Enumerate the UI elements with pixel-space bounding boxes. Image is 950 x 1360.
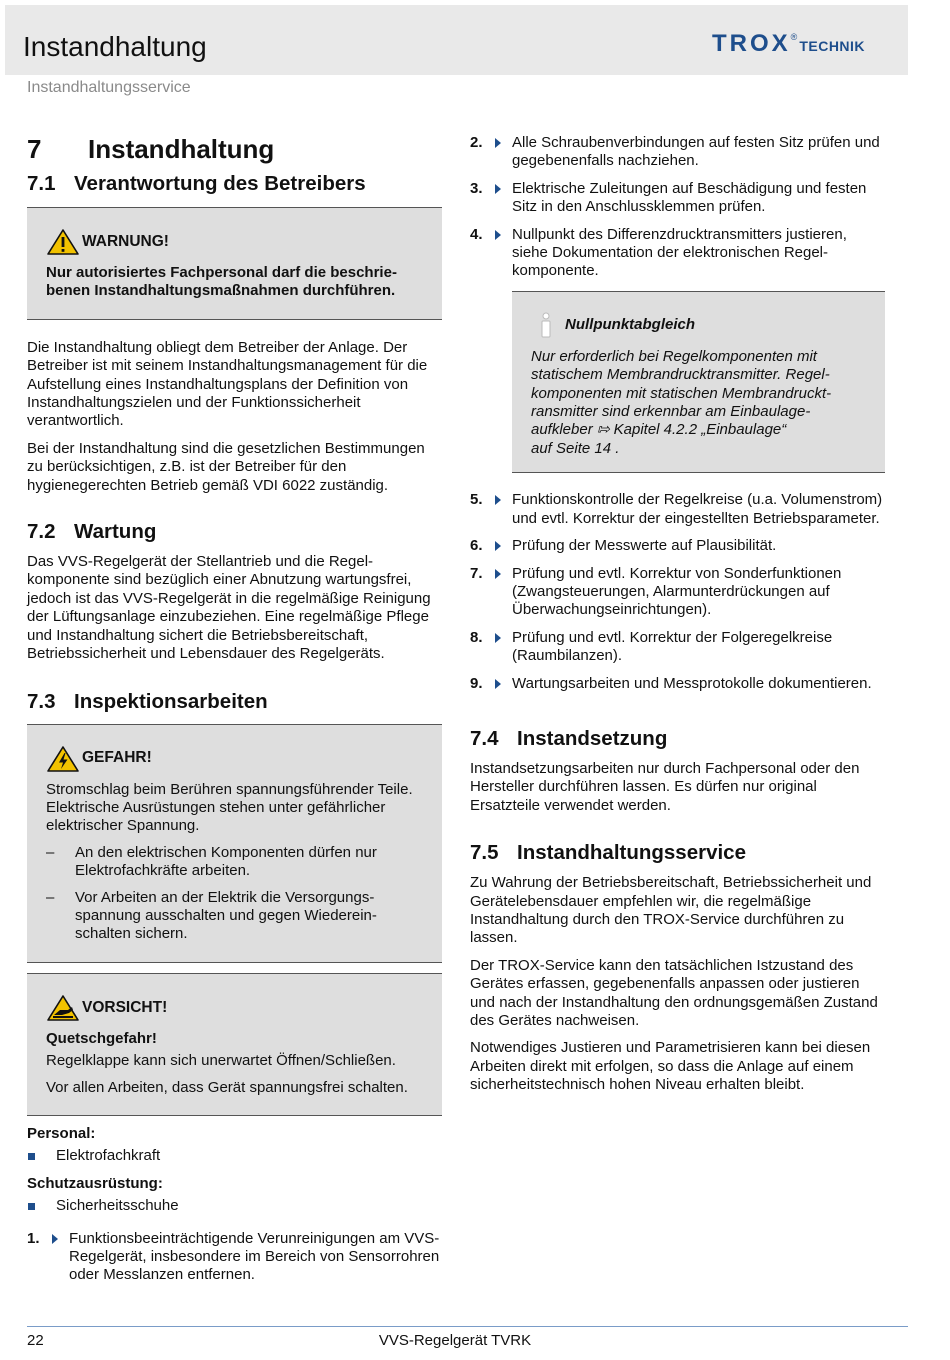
paragraph: Zu Wahrung der Betriebsbereitschaft, Betriebssicherheit und Gerätelebensdauer empfehlen wir, die regelmäßige Instandhaltung durch den TROX-Service durchführen zu lassen.: [470, 874, 872, 947]
step-number: 5.: [470, 491, 483, 509]
caution-box: [27, 973, 442, 1116]
section-number: 7.4: [470, 726, 499, 750]
section-title: Inspektionsarbeiten: [74, 689, 268, 713]
info-title: [531, 312, 866, 338]
step-item: [470, 180, 885, 217]
chapter-title: Instandhaltung: [88, 134, 275, 164]
step-text: Alle Schraubenverbindungen auf festen Sitz prüfen und gegebenenfalls nachziehen.: [512, 134, 880, 170]
info-text-body: Nur erforderlich bei Regelkomponenten mit statischem Membrandrucktransmitter. Regelkomponenten mit statischen Membrandrucktransmitter sind erkennbar am Einbaulageaufkleber: [531, 347, 832, 439]
warning-box: [27, 207, 442, 320]
paragraph: Das VVS-Regelgerät der Stellantrieb und die Regelkomponente sind bezüglich einer Abnutzung wartungsfrei, jedoch ist das VVS-Regelgerät in die regelmäßige Reinigung der Lüftungsanlage einzubeziehen. Eine regelmäßige Pflege und Instandhaltung sichert die Betriebsbereitschaft, Betriebssicherheit und Lebensdauer des Regelgeräts.: [27, 553, 431, 663]
step-item: [470, 565, 885, 620]
header-title: Instandhaltung: [23, 31, 207, 62]
logo-sub: TECHNIK: [799, 38, 866, 54]
caution-text: Vor allen Arbeiten, dass Gerät spannungsfrei schalten.: [46, 1078, 408, 1096]
electric-hazard-icon: [46, 745, 80, 773]
step-text: Prüfung und evtl. Korrektur von Sonderfunktionen (Zwangsteuerungen, Alarmunterdrückungen auf Überwachungseinrichtungen).: [512, 564, 842, 619]
step-number: 2.: [470, 134, 483, 151]
warning-label: WARNUNG!: [82, 232, 169, 250]
danger-text: Stromschlag beim Berühren spannungsführender Teile. Elektrische Ausrüstungen stehen unter gefährlicher elektrischer Spannung.: [46, 780, 413, 835]
caution-text: Regelklappe kann sich unerwartet Öffnen/Schließen.: [46, 1052, 396, 1070]
logo-registered: ®: [790, 32, 798, 42]
arrow-icon: [495, 138, 501, 148]
footer-divider: [27, 1326, 908, 1327]
step-text: Funktionskontrolle der Regelkreise (u.a. Volumenstrom) und evtl. Korrektur der eingestellten Betriebsparameter.: [512, 491, 883, 527]
danger-label: GEFAHR!: [82, 749, 152, 767]
step-number: 6.: [470, 537, 483, 555]
step-item: [470, 226, 885, 281]
arrow-icon: [52, 1234, 58, 1244]
danger-title: [46, 745, 423, 773]
step-number: 4.: [470, 225, 483, 243]
ppe-label: Schutzausrüstung:: [27, 1174, 163, 1192]
paragraph: Der TROX-Service kann den tatsächlichen Istzustand des Gerätes erfassen, gegebenenfalls anpassen oder justieren und nach der Instandhaltung den ordnungsgemäßen Zustand des Gerätes nachweisen.: [470, 956, 878, 1029]
section-title: Wartung: [74, 520, 157, 544]
warning-triangle-icon: [46, 228, 80, 256]
section-title: Instandhaltungsservice: [517, 841, 746, 865]
page-number: 22: [27, 1332, 44, 1349]
step-text: Funktionsbeeinträchtigende Verunreinigungen am VVS-Regelgerät, insbesondere im Bereich von Sensorrohren oder Messlanzen entfernen.: [69, 1229, 440, 1284]
arrow-icon: [495, 184, 501, 194]
list-item: – An den elektrischen Komponenten dürfen nur Elektrofachkräfte arbeiten.: [46, 844, 423, 881]
step-number: 8.: [470, 628, 483, 646]
list-item: Elektrofachkraft: [27, 1147, 442, 1165]
paragraph: Instandsetzungsarbeiten nur durch Fachpersonal oder den Hersteller durchführen lassen. Es dürfen nur original Ersatzteile verwendet werden.: [470, 759, 860, 814]
arrow-icon: [495, 495, 501, 505]
chapter-number: 7: [27, 134, 42, 164]
list-item: Sicherheitsschuhe: [27, 1197, 442, 1215]
step-text: Nullpunkt des Differenzdrucktransmitters justieren, siehe Dokumentation der elektronischen Regelkomponente.: [512, 225, 847, 280]
arrow-icon: [495, 230, 501, 240]
section-number: 7.2: [27, 520, 56, 544]
step-number: 7.: [470, 564, 483, 582]
step-text: Elektrische Zuleitungen auf Beschädigung und festen Sitz in den Anschlussklemmen prüfen.: [512, 179, 867, 216]
section-heading-7-3: [27, 690, 442, 714]
section-number: 7.5: [470, 841, 499, 865]
paragraph: Bei der Instandhaltung sind die gesetzlichen Bestimmungen zu berücksichtigen, z.B. ist der Betreiber für den hygienegerechten Betrieb gemäß VDI 6022 zuständig.: [27, 439, 425, 494]
right-column: [470, 134, 885, 1104]
step-item: [470, 491, 885, 528]
arrow-icon: [495, 633, 501, 643]
paragraph: Die Instandhaltung obliegt dem Betreiber der Anlage. Der Betreiber ist mit seinem Instandhaltungsmanagement für die Aufstellung eines Instandhaltungsplans der Definition von Instandhaltungszielen und der Funktionssicherheit verantwortlich.: [27, 338, 428, 430]
section-heading-7-1: [27, 172, 442, 196]
step-item: [470, 675, 885, 693]
section-number: 7.3: [27, 689, 56, 713]
trox-logo: [712, 30, 865, 58]
section-title: Instandsetzung: [517, 726, 668, 750]
info-box: [512, 291, 885, 473]
info-text: [531, 348, 866, 458]
personal-label: Personal:: [27, 1124, 96, 1142]
section-number: 7.1: [27, 172, 56, 195]
chapter-heading: [27, 134, 442, 164]
step-item: [470, 537, 885, 555]
chapter-reference-link[interactable]: Kapitel 4.2.2 „Einbaulage“: [613, 421, 787, 439]
left-column: [27, 130, 442, 1294]
list-item: – Vor Arbeiten an der Elektrik die Versorgungsspannung ausschalten und gegen Wiedereinschalten sichern.: [46, 889, 423, 944]
caution-label: VORSICHT!: [82, 998, 168, 1016]
step-item: [470, 629, 885, 666]
info-icon: [531, 312, 565, 338]
arrow-icon: [495, 569, 501, 579]
section-title: Verantwortung des Betreibers: [74, 172, 366, 195]
crush-hazard-icon: [46, 994, 80, 1022]
caution-subtitle: Quetschgefahr!: [46, 1029, 157, 1047]
section-heading-7-2: [27, 520, 442, 544]
logo-text: TROX: [712, 30, 791, 57]
step-number: 1.: [27, 1229, 40, 1247]
step-text: Prüfung der Messwerte auf Plausibilität.: [512, 537, 777, 555]
arrow-icon: [495, 679, 501, 689]
step-number: 3.: [470, 179, 483, 197]
header-subtitle: Instandhaltungsservice: [27, 79, 191, 96]
step-item: [27, 1230, 442, 1285]
warning-title: [46, 228, 423, 256]
document-title: VVS-Regelgerät TVRK: [378, 1332, 532, 1349]
caution-title: [46, 994, 423, 1022]
info-title-text: Nullpunktabgleich: [565, 315, 696, 333]
danger-box: [27, 724, 442, 963]
step-item: [470, 134, 885, 171]
step-text: Wartungsarbeiten und Messprotokolle dokumentieren.: [512, 674, 872, 692]
link-arrow-icon: ⇰: [596, 421, 610, 439]
section-heading-7-5: [470, 841, 885, 865]
step-number: 9.: [470, 674, 483, 692]
step-text: Prüfung und evtl. Korrektur der Folgeregelkreise (Raumbilanzen).: [512, 628, 833, 665]
paragraph: Notwendiges Justieren und Parametrisieren kann bei diesen Arbeiten direkt mit erfolgen, so dass die Anlage auf einem sicherheitstechnisch hohen Niveau erhalten bleibt.: [470, 1039, 871, 1094]
warning-text: Nur autorisiertes Fachpersonal darf die beschriebenen Instandhaltungsmaßnahmen durchführen.: [46, 264, 397, 300]
page-reference-link[interactable]: auf Seite 14 .: [531, 439, 620, 457]
arrow-icon: [495, 541, 501, 551]
section-heading-7-4: [470, 727, 885, 751]
